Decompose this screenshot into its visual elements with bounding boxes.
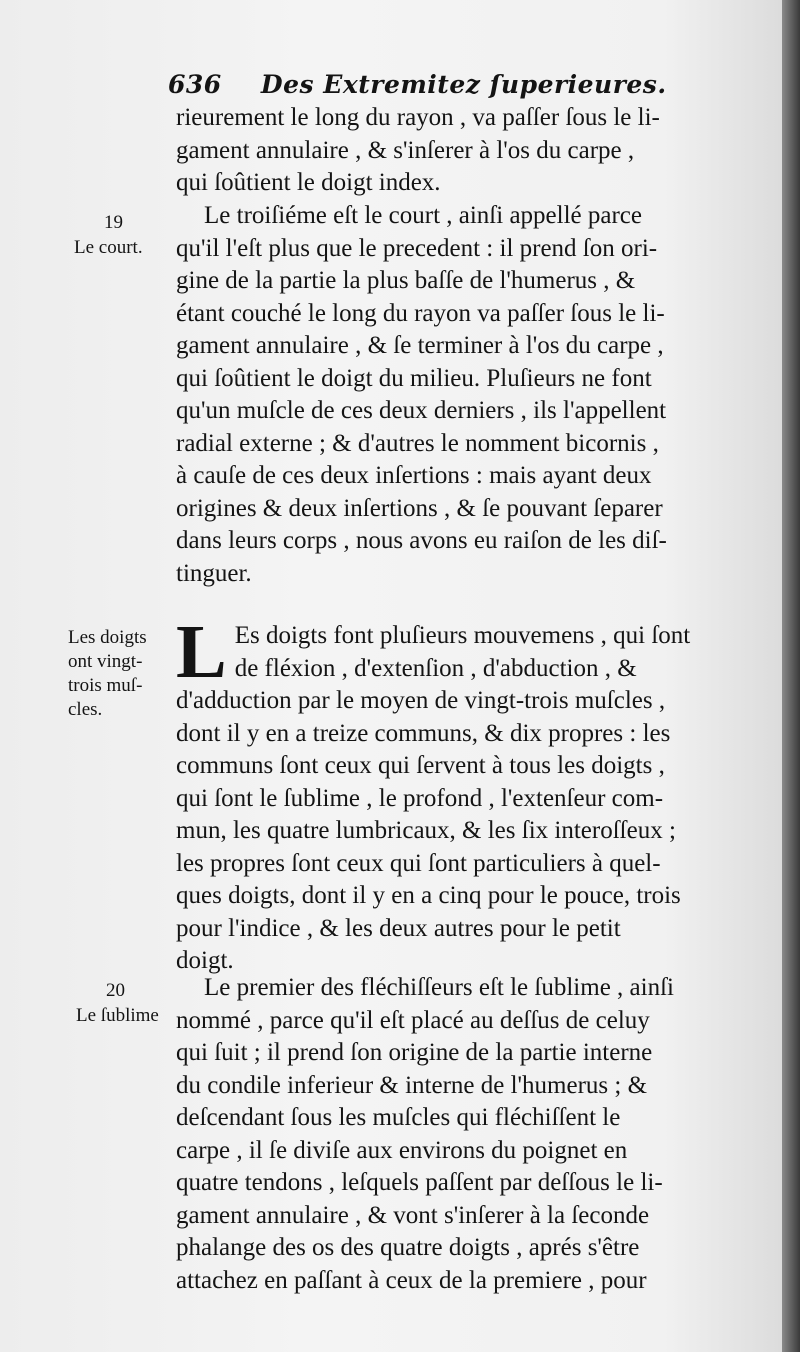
text-line: doigt. [176,947,234,974]
text-line: Es doigts font pluſieurs mouvemens , qui ſont [234,622,691,649]
paragraph-continuation [176,102,756,200]
text-line: radial externe ; & d'autres le nomment bicornis , [176,429,659,457]
paragraph-le-sublime [176,972,756,1297]
margin-label-les-doigts [68,626,147,722]
text-line: mun, les quatre lumbricaux, & les ſix interoſſeux ; [176,817,676,844]
text-line: étant couché le long du rayon va paſſer ſous le li- [176,299,665,327]
text-line: Le troiſiéme eſt le court , ainſi appellé parce [204,202,642,229]
margin-label-line: trois muſ- [68,675,143,696]
text-line: les propres ſont ceux qui ſont particuliers à quel- [176,849,661,877]
paragraph-les-doigts [176,610,756,978]
drop-cap: L [176,610,227,694]
text-line: tinguer. [176,559,252,587]
text-line: dans leurs corps , nous avons eu raiſon de les diſ- [176,527,667,554]
text-line: qui ſoûtient le doigt du milieu. Pluſieurs ne font [176,364,652,392]
text-line: gament annulaire , & vont s'inſerer à la ſeconde [176,1201,650,1229]
margin-number-19: 19 [104,212,123,233]
margin-number-20: 20 [106,980,125,1001]
text-line: à cauſe de ces deux inſertions : mais ayant deux [176,462,652,489]
text-line: phalange des os des quatre doigts , aprés s'être [176,1234,640,1261]
paragraph-le-court [176,200,756,590]
text-line: attachez en paſſant à ceux de la premiere , pour [176,1266,647,1294]
text-line: nommé , parce qu'il eſt placé au deſſus de celuy [176,1006,650,1034]
margin-label-line: cles. [68,699,103,720]
text-line: de fléxion , d'extenſion , d'abduction , & [234,654,637,682]
page-number: 636 [168,70,222,99]
margin-label-le-court: Le court. [74,237,143,258]
text-line: gine de la partie la plus baſſe de l'humerus , & [176,267,636,294]
margin-label-line: ont vingt- [68,651,143,672]
text-line: qui ſoûtient le doigt index. [176,169,441,196]
text-line: gament annulaire , & s'inſerer à l'os du carpe , [176,136,635,164]
text-line: d'adduction par le moyen de vingt-trois muſcles , [176,687,666,714]
margin-label-line: Les doigts [68,627,147,648]
text-line: carpe , il ſe diviſe aux environs du poignet en [176,1136,628,1164]
text-line: qui ſuit ; il prend ſon origine de la partie interne [176,1039,653,1066]
running-title: Des Extremitez ſuperieures. [260,70,667,99]
text-line: rieurement le long du rayon , va paſſer ſous le li- [176,104,660,131]
text-line: Le premier des fléchiſſeurs eſt le ſublime , ainſi [204,974,674,1001]
text-line: communs ſont ceux qui ſervent à tous les doigts , [176,752,665,779]
text-line: quatre tendons , leſquels paſſent par deſſous le li- [176,1169,663,1196]
text-line: qui ſont le ſublime , le profond , l'extenſeur com- [176,784,664,812]
margin-label-le-sublime: Le ſublime [76,1005,159,1026]
text-line: deſcendant ſous les muſcles qui fléchiſſent le [176,1104,621,1131]
text-line: qu'un muſcle de ces deux derniers , ils l'appellent [176,397,667,424]
book-spine [782,0,800,1352]
text-line: pour l'indice , & les deux autres pour le petit [176,914,621,942]
text-line: du condile inferieur & interne de l'humerus ; & [176,1071,648,1099]
text-line: gament annulaire , & ſe terminer à l'os du carpe , [176,332,664,359]
text-line: qu'il l'eſt plus que le precedent : il prend ſon ori- [176,234,658,262]
text-line: origines & deux inſertions , & ſe pouvant ſeparer [176,494,663,522]
text-line: ques doigts, dont il y en a cinq pour le pouce, trois [176,882,681,909]
text-line: dont il y en a treize communs, & dix propres : les [176,719,671,747]
running-header [168,70,667,99]
